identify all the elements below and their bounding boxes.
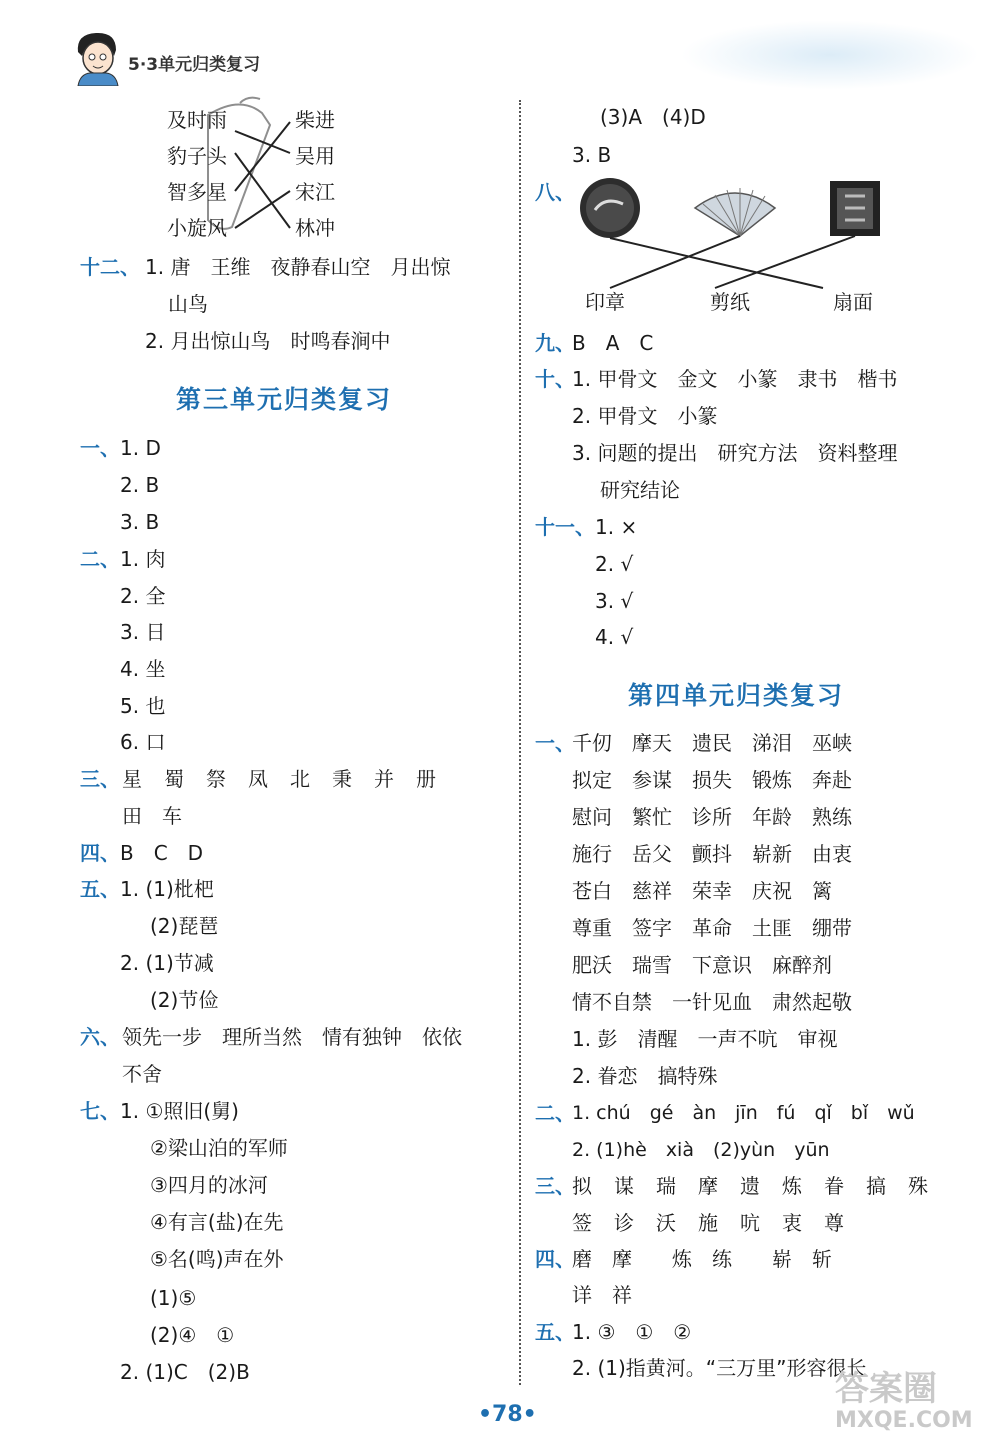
q8-label: 八、 [535,180,575,204]
q10-item: 2. 甲骨文 小篆 [572,404,718,428]
u4q5-label: 五、 [535,1320,575,1344]
q12-line-2: 山鸟 [168,292,208,316]
q5-item: 2. (1)节减 [120,951,214,975]
u4q3-line-1: 拟 谋 瑞 摩 遗 炼 眷 搞 殊 [572,1174,929,1198]
q12-label: 十二、 [80,255,140,279]
right-top-1: (3)A (4)D [600,105,706,129]
q9-text: B A C [572,331,654,355]
q7-item: (2)④ ① [150,1323,235,1347]
match-line [235,153,290,228]
u4q1-line: 肥沃 瑞雪 下意识 麻醉剂 [572,953,832,977]
header-decoration [680,20,980,90]
u4q1-line: 情不自禁 一针见血 肃然起敬 [572,990,852,1014]
q2-item: 1. 肉 [120,547,166,571]
q11-item: 3. √ [595,589,634,613]
match-right-1: 柴进 [295,108,335,132]
q1-item: 2. B [120,473,160,497]
q3-line-1: 星 蜀 祭 凤 北 秉 并 册 [122,767,437,791]
u4q4-label: 四、 [535,1247,575,1271]
u4q5-line-2: 2. (1)指黄河。“三万里”形容很长 [572,1356,867,1380]
u4q4-line-1: 磨 摩 炼 练 崭 斩 [572,1247,832,1271]
match-left-4: 小旋风 [167,216,227,240]
match-right-4: 林冲 [295,216,335,240]
u4q3-label: 三、 [535,1174,575,1198]
right-top-2: 3. B [572,143,612,167]
q6-label: 六、 [80,1025,120,1049]
watermark-line-1: 答案圈 [835,1369,937,1409]
u4q2-label: 二、 [535,1101,575,1125]
q7-item: 1. ①照旧(舅) [120,1099,239,1123]
match-line [235,122,290,191]
u4q1-line: 千仞 摩天 遗民 涕泪 巫峡 [572,731,852,755]
match-left-2: 豹子头 [167,144,227,168]
watermark-line-2: MXQE.COM [835,1408,973,1433]
match-right-2: 吴用 [295,144,335,168]
match-line [610,236,740,288]
site-watermark [835,1370,985,1450]
u4q4-line-2: 详 祥 [572,1283,632,1307]
q7-item: ⑤名(鸣)声在外 [150,1247,284,1271]
q4-text: B C D [120,841,204,865]
q11-label: 十一、 [535,515,595,539]
u4q1-label: 一、 [535,731,575,755]
q10-label: 十、 [535,367,575,391]
u4q2-line-1: 1. chú gé àn jīn fú qǐ bǐ wǔ [572,1102,915,1124]
match-right-3: 宋江 [295,180,335,204]
q7-item: ②梁山泊的军师 [150,1136,288,1160]
q3-line-2: 田 车 [122,804,182,828]
q5-item: (2)节俭 [150,988,219,1012]
cartoon-boy-icon [70,30,125,86]
u4q1-line: 慰问 繁忙 诊所 年龄 熟练 [572,805,852,829]
unit3-title: 第三单元归类复习 [176,385,393,414]
match-left-1: 及时雨 [167,108,227,132]
q3-label: 三、 [80,767,120,791]
q7-item: (1)⑤ [150,1286,197,1310]
q1-item: 3. B [120,510,160,534]
q11-item: 2. √ [595,552,634,576]
q7-label: 七、 [80,1099,120,1123]
u4q3-line-2: 签 诊 沃 施 吭 衷 尊 [572,1211,845,1235]
q10-item: 3. 问题的提出 研究方法 资料整理 [572,441,898,465]
q2-item: 6. 口 [120,730,166,754]
u4q5-line-1: 1. ③ ① ② [572,1320,692,1344]
q10-item: 1. 甲骨文 金文 小篆 隶书 楷书 [572,367,898,391]
q1-item: 1. D [120,436,161,460]
match-left-3: 智多星 [167,180,227,204]
q5-item: (2)琵琶 [150,914,219,938]
u4q1-line: 尊重 签字 革命 土匪 绷带 [572,916,852,940]
q8-label-fan: 扇面 [833,290,873,314]
q10-item: 研究结论 [600,478,680,502]
q8-label-papercut: 剪纸 [710,290,750,314]
q6-line-2: 不舍 [122,1062,162,1086]
match-line [235,131,290,153]
folding-fan-icon [695,188,775,236]
q8-label-seal: 印章 [585,290,625,314]
match-line [715,236,855,288]
q7-item: ④有言(盐)在先 [150,1210,284,1234]
q2-item: 5. 也 [120,694,166,718]
q9-label: 九、 [535,331,575,355]
q12-line-3: 2. 月出惊山鸟 时鸣春涧中 [145,329,391,353]
q11-item: 1. × [595,515,638,539]
u4q1-line: 2. 眷恋 搞特殊 [572,1064,718,1088]
q2-label: 二、 [80,547,120,571]
q2-item: 3. 日 [120,620,166,644]
page-number: •78• [478,1402,537,1427]
u4q1-line: 拟定 参谋 损失 锻炼 奔赴 [572,768,852,792]
q8-figure [575,178,895,298]
u4q1-line: 苍白 慈祥 荣幸 庆祝 篱 [572,879,832,903]
u4q1-line: 1. 彭 清醒 一声不吭 审视 [572,1027,838,1051]
unit4-title: 第四单元归类复习 [628,681,845,710]
q5-label: 五、 [80,877,120,901]
q7-item: ③四月的冰河 [150,1173,268,1197]
q1-label: 一、 [80,436,120,460]
u4q1-line: 施行 岳父 颤抖 崭新 由衷 [572,842,852,866]
q4-label: 四、 [80,841,120,865]
q6-line-1: 领先一步 理所当然 情有独钟 依依 [122,1025,462,1049]
q5-item: 1. (1)枇杷 [120,877,214,901]
q2-item: 2. 全 [120,584,166,608]
q2-item: 4. 坐 [120,657,166,681]
round-seal-icon [580,178,640,238]
square-seal-icon [830,181,880,236]
column-divider [519,100,521,1385]
q11-item: 4. √ [595,625,634,649]
u4q2-line-2: 2. (1)hè xià (2)yùn yūn [572,1139,830,1161]
header-title: 5·3单元归类复习 [128,55,261,75]
q7-item: 2. (1)C (2)B [120,1360,250,1384]
q12-line-1: 1. 唐 王维 夜静春山空 月出惊 [145,255,451,279]
